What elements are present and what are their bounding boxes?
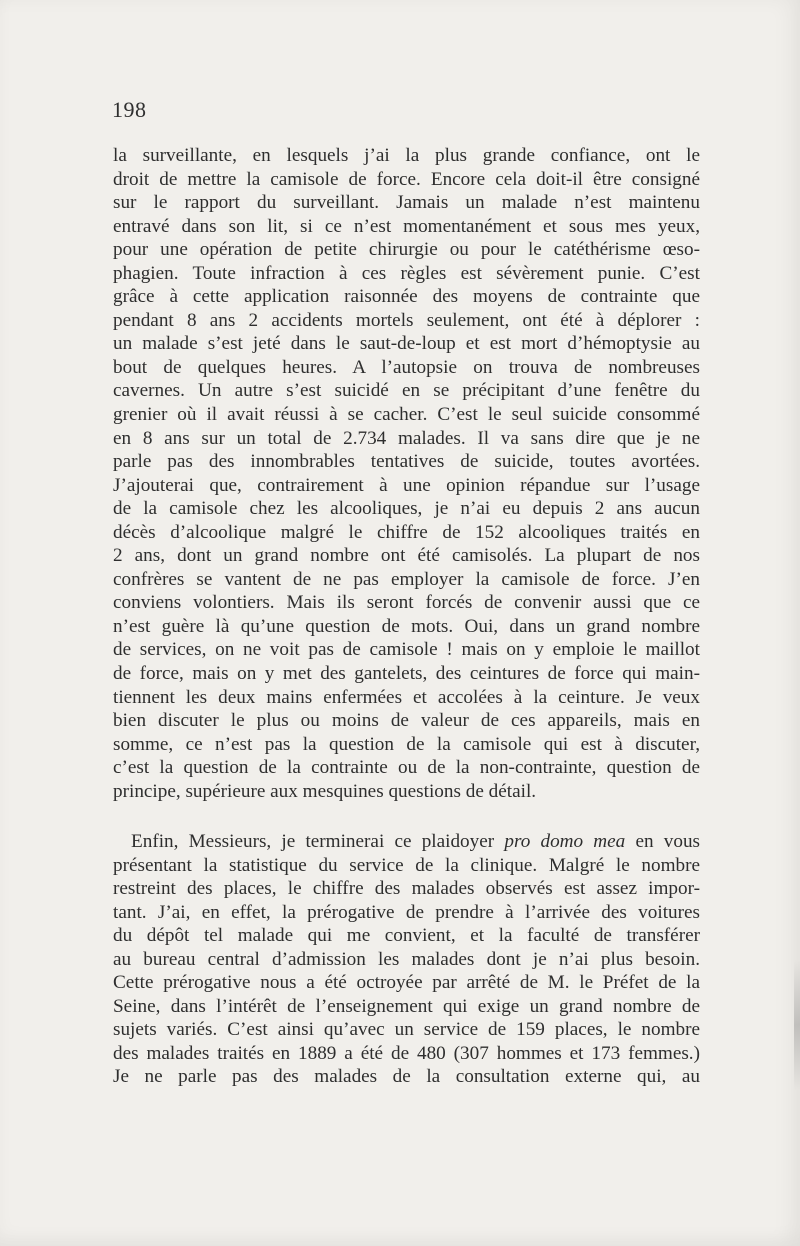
text-line: somme, ce n’est pas la question de la camisole qui est à discuter, xyxy=(113,733,700,755)
text-line: pendant 8 ans 2 accidents mortels seulement, ont été à déplorer : xyxy=(113,309,700,331)
text-line: bout de quelques heures. A l’autopsie on trouva de nombreuses xyxy=(113,356,700,378)
text-line: c’est la question de la contrainte ou de la non-contrainte, question de xyxy=(113,757,700,779)
text-line: tant. J’ai, en effet, la prérogative de prendre à l’arrivée des voitures xyxy=(113,901,700,923)
text-line: entravé dans son lit, si ce n’est momentanément et sous mes yeux, xyxy=(113,215,700,237)
text-line: de services, on ne voit pas de camisole ! mais on y emploie le maillot xyxy=(113,639,700,661)
text-line: grenier où il avait réussi à se cacher. C’est le seul suicide consommé xyxy=(113,404,700,426)
text-line: présentant la statistique du service de la clinique. Malgré le nombre xyxy=(113,854,700,876)
text-line: Cette prérogative nous a été octroyée par arrêté de M. le Préfet de la xyxy=(113,972,700,994)
text-line: bien discuter le plus ou moins de valeur de ces appareils, mais en xyxy=(113,710,700,732)
text-line: confrères se vantent de ne pas employer la camisole de force. J’en xyxy=(113,568,700,590)
text-line: principe, supérieure aux mesquines questions de détail. xyxy=(113,780,537,802)
text-line: la surveillante, en lesquels j’ai la plus grande confiance, ont le xyxy=(113,145,700,166)
text-line: de la camisole chez les alcooliques, je n’ai eu depuis 2 ans aucun xyxy=(113,498,700,520)
text-line: restreint des places, le chiffre des malades observés est assez impor- xyxy=(113,878,700,900)
text-line-first xyxy=(113,830,700,854)
text-line: sujets variés. C’est ainsi qu’avec un service de 159 places, le nombre xyxy=(113,1019,700,1041)
text-line: en 8 ans sur un total de 2.734 malades. Il va sans dire que je ne xyxy=(113,427,700,449)
text-line: du dépôt tel malade qui me convient, et la faculté de transférer xyxy=(113,925,700,947)
text-line: droit de mettre la camisole de force. Encore cela doit-il être consigné xyxy=(113,168,700,190)
text-line: des malades traités en 1889 a été de 480 (307 hommes et 173 femmes.) xyxy=(113,1042,700,1064)
text-line: n’est guère là qu’une question de mots. Oui, dans un grand nombre xyxy=(113,615,700,637)
paragraph-1 xyxy=(113,144,700,803)
text-line: au bureau central d’admission les malades dont je n’ai plus besoin. xyxy=(113,948,700,970)
text-line: grâce à cette application raisonnée des moyens de contrainte que xyxy=(113,286,700,308)
paragraph-2 xyxy=(113,830,700,1089)
text-line: J’ajouterai que, contrairement à une opinion répandue sur l’usage xyxy=(113,474,700,496)
text-segment: Enfin, Messieurs, je terminerai ce plaidoyer xyxy=(131,831,505,852)
text-segment: en vous xyxy=(625,831,700,852)
text-line: pour une opération de petite chirurgie ou pour le catéthérisme œso- xyxy=(113,239,700,261)
text-line: cavernes. Un autre s’est suicidé en se précipitant d’une fenêtre du xyxy=(113,380,700,402)
text-line: tiennent les deux mains enfermées et accolées à la ceinture. Je veux xyxy=(113,686,700,708)
text-line: sur le rapport du surveillant. Jamais un malade n’est maintenu xyxy=(113,192,700,214)
text-line: de force, mais on y met des gantelets, des ceintures de force qui main- xyxy=(113,663,700,685)
page-number: 198 xyxy=(112,97,147,122)
text-line: Je ne parle pas des malades de la consultation externe qui, au xyxy=(113,1066,700,1088)
text-line: décès d’alcoolique malgré le chiffre de 152 alcooliques traités en xyxy=(113,521,700,543)
text-line: conviens volontiers. Mais ils seront forcés de convenir aussi que ce xyxy=(113,592,700,614)
text-line: parle pas des innombrables tentatives de suicide, toutes avortées. xyxy=(113,451,700,473)
text-line: phagien. Toute infraction à ces règles est sévèrement punie. C’est xyxy=(113,262,700,284)
latin-phrase: pro domo mea xyxy=(504,831,626,852)
text-line: 2 ans, dont un grand nombre ont été camisolés. La plupart de nos xyxy=(113,545,700,567)
text-line: un malade s’est jeté dans le saut-de-loup et est mort d’hémoptysie au xyxy=(113,333,700,355)
page-edge-shadow xyxy=(794,960,800,1090)
text-line: Seine, dans l’intérêt de l’enseignement qui exige un grand nombre de xyxy=(113,995,700,1017)
